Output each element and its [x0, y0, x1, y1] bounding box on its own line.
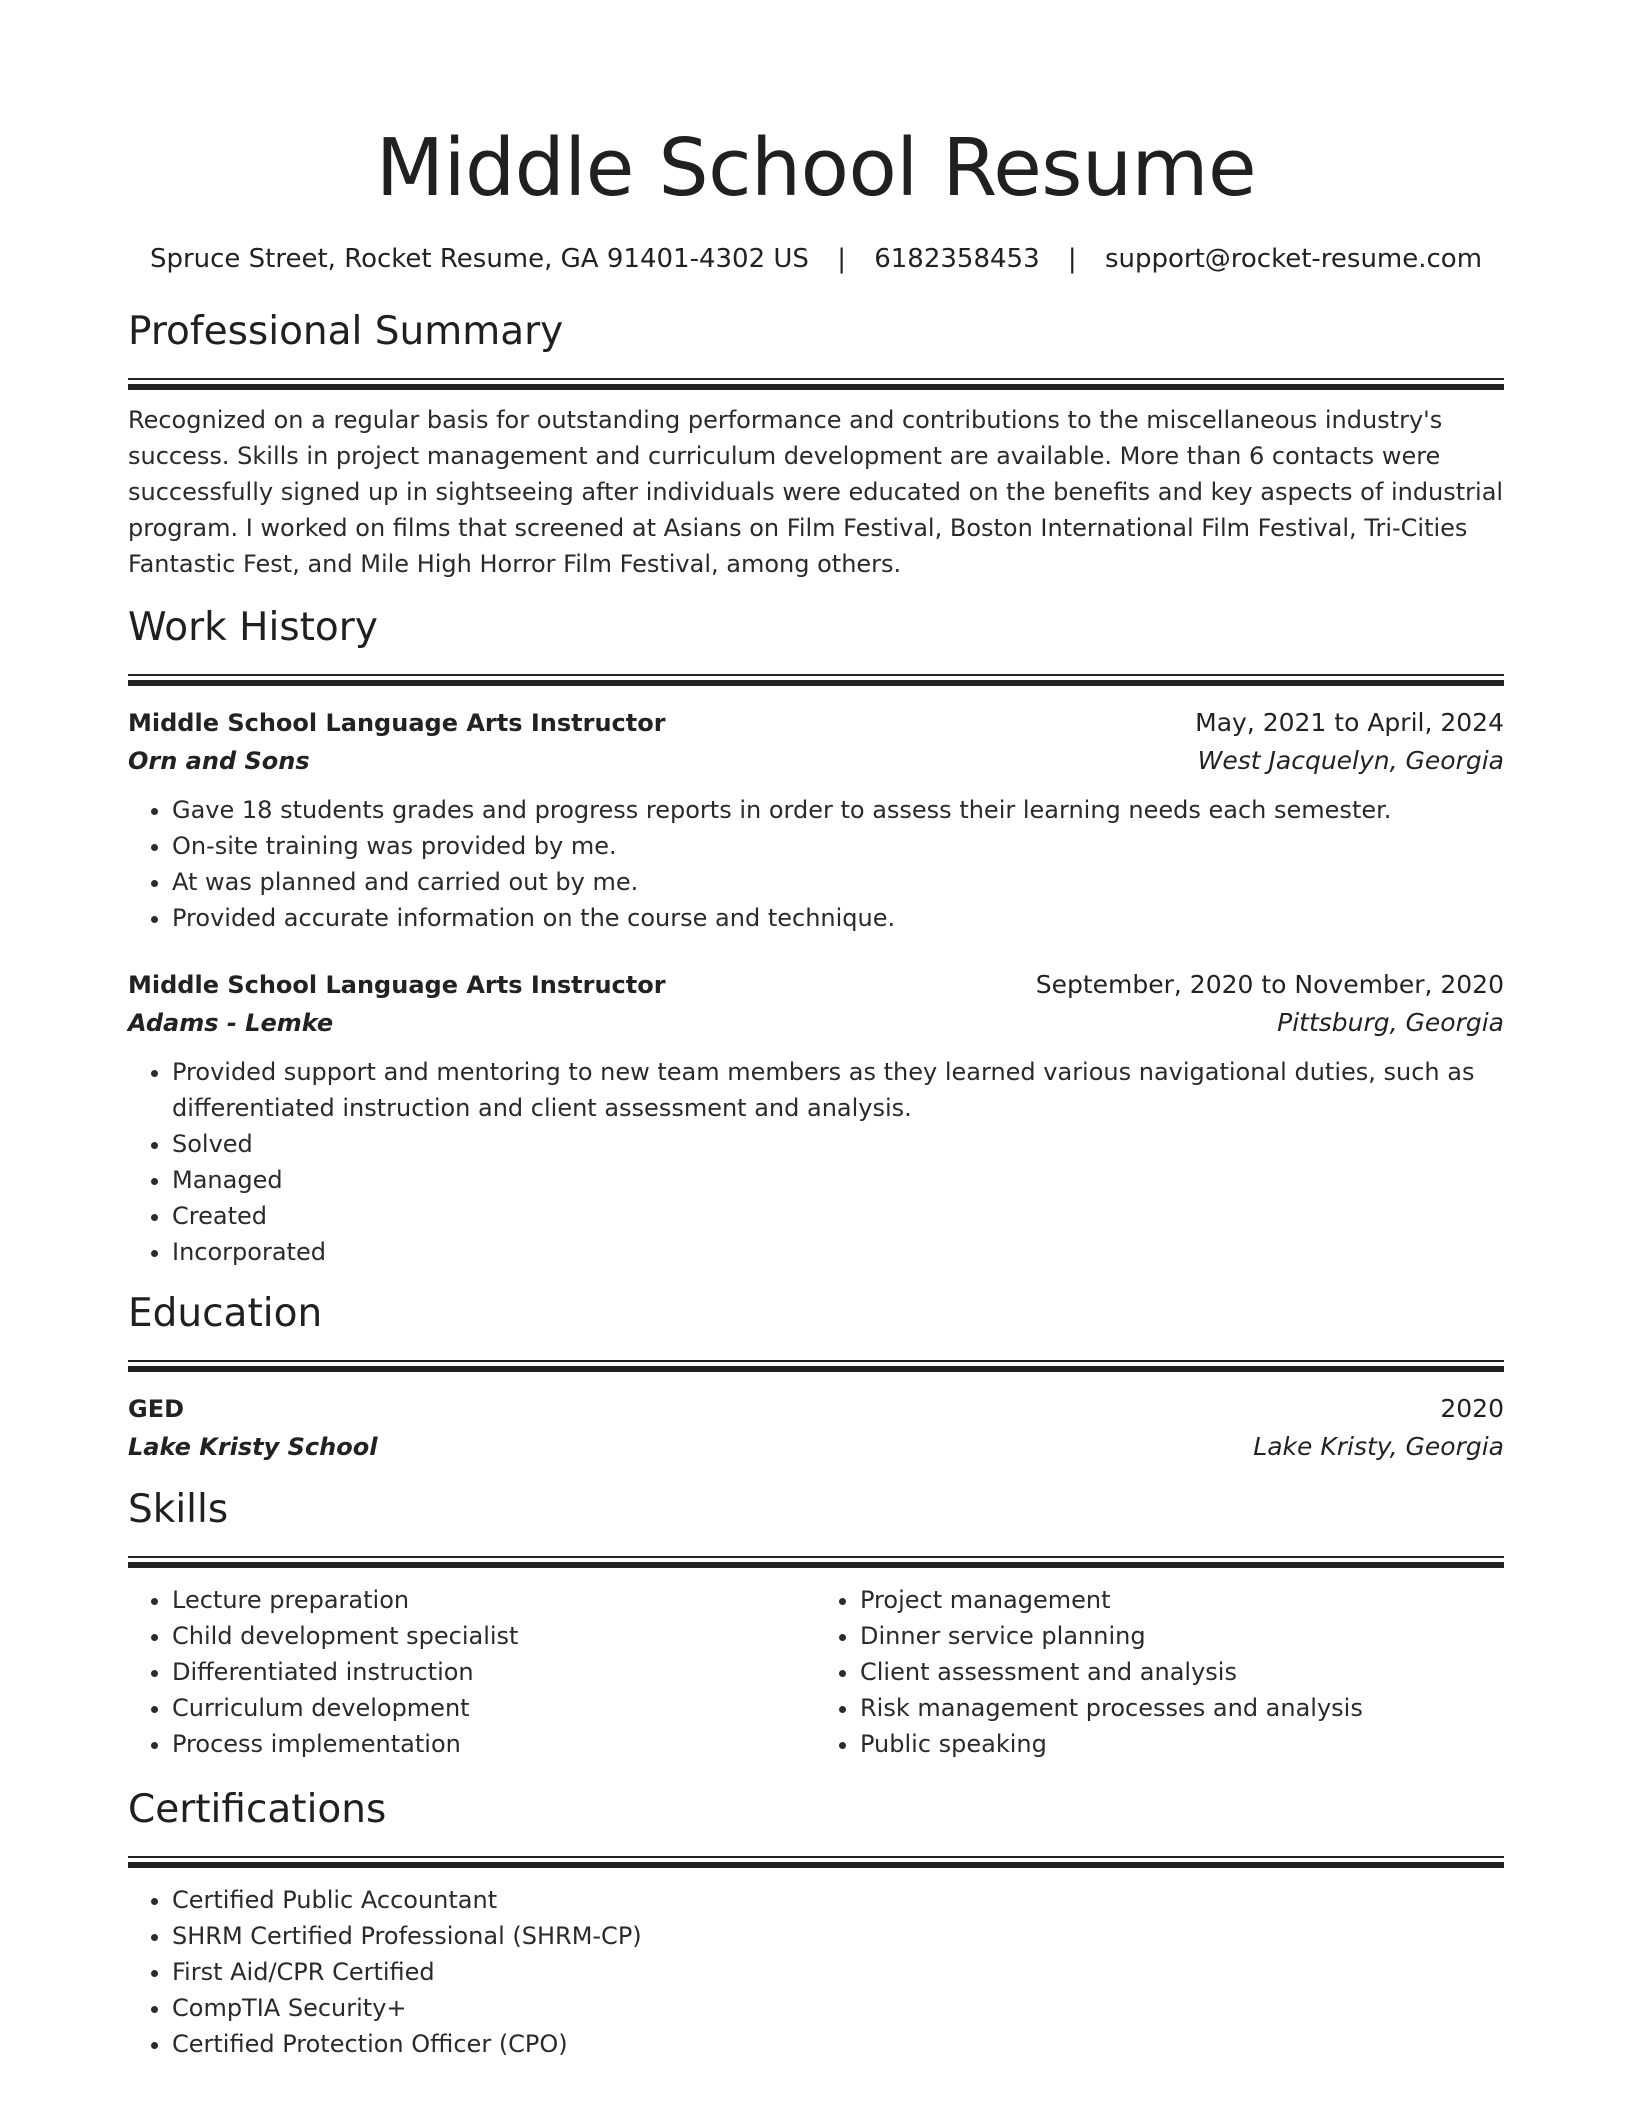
contact-phone: 6182358453: [874, 244, 1040, 274]
list-item: • Provided accurate information on the course and technique.: [172, 900, 1504, 936]
contact-address: Spruce Street, Rocket Resume, GA 91401-4302 US: [149, 244, 809, 274]
list-item: • Certified Public Accountant: [172, 1882, 1504, 1918]
list-item: • Public speaking: [860, 1726, 1504, 1762]
certifications-list: [128, 1882, 1504, 2062]
section-divider: [128, 1360, 1504, 1372]
job-entry: [128, 966, 1504, 1270]
education-school-row: [128, 1428, 1504, 1466]
contact-email: support@rocket-resume.com: [1104, 244, 1483, 274]
list-item: • Managed: [172, 1162, 1504, 1198]
section-title: Certifications: [128, 1787, 387, 1832]
list-item: • First Aid/CPR Certified: [172, 1954, 1504, 1990]
contact-line: [128, 242, 1504, 276]
job-company: Orn and Sons: [128, 747, 310, 775]
section-divider: [128, 378, 1504, 390]
education-degree: GED: [128, 1395, 185, 1423]
section-title: Skills: [128, 1487, 229, 1532]
summary-section: [128, 306, 1504, 582]
job-header-row: [128, 704, 1504, 742]
list-item: • SHRM Certified Professional (SHRM-CP): [172, 1918, 1504, 1954]
skills-section: [128, 1484, 1504, 1762]
list-item: • CompTIA Security+: [172, 1990, 1504, 2026]
work-history-section: [128, 602, 1504, 1270]
summary-text: Recognized on a regular basis for outstanding performance and contributions to the miscellaneous industry's success. Skills in project management and curriculum development are available. More than 6 contacts were successfully signed up in sightseeing after individuals were educated on the benefits and key aspects of industrial program. I worked on films that screened at Asians on Film Festival, Boston International Film Festival, Tri-Cities Fantastic Fest, and Mile High Horror Film Festival, among others.: [128, 406, 1504, 578]
list-item: • Provided support and mentoring to new team members as they learned various navigational duties, such as differentiated instruction and client assessment and analysis.: [172, 1054, 1504, 1126]
job-role: Middle School Language Arts Instructor: [128, 709, 666, 737]
education-header-row: [128, 1390, 1504, 1428]
list-item: • Curriculum development: [172, 1690, 816, 1726]
list-item: • Project management: [860, 1582, 1504, 1618]
section-divider: [128, 674, 1504, 686]
list-item: • Differentiated instruction: [172, 1654, 816, 1690]
job-bullets: [128, 1054, 1504, 1270]
list-item: • Incorporated: [172, 1234, 1504, 1270]
job-entry: [128, 704, 1504, 936]
skills-list-right: [816, 1582, 1504, 1762]
job-role: Middle School Language Arts Instructor: [128, 971, 666, 999]
education-entry: [128, 1390, 1504, 1466]
list-item: • Dinner service planning: [860, 1618, 1504, 1654]
job-company-row: [128, 1004, 1504, 1042]
section-title: Education: [128, 1291, 323, 1336]
education-section: [128, 1288, 1504, 1466]
job-bullets: [128, 792, 1504, 936]
section-title: Work History: [128, 605, 378, 650]
list-item: • Created: [172, 1198, 1504, 1234]
list-item: • Lecture preparation: [172, 1582, 816, 1618]
certifications-section: [128, 1784, 1504, 2062]
list-item: • On-site training was provided by me.: [172, 828, 1504, 864]
section-divider: [128, 1556, 1504, 1568]
education-year: 2020: [1440, 1394, 1504, 1423]
list-item: • Certified Protection Officer (CPO): [172, 2026, 1504, 2062]
contact-separator: |: [1067, 244, 1077, 274]
resume-title: Middle School Resume: [375, 122, 1257, 214]
section-title: Professional Summary: [128, 309, 564, 354]
job-dates: May, 2021 to April, 2024: [1195, 708, 1504, 737]
list-item: • Process implementation: [172, 1726, 816, 1762]
list-item: • Client assessment and analysis: [860, 1654, 1504, 1690]
contact-separator: |: [837, 244, 846, 274]
job-location: Pittsburg, Georgia: [1277, 1008, 1504, 1037]
education-school: Lake Kristy School: [128, 1433, 378, 1461]
list-item: • Gave 18 students grades and progress reports in order to assess their learning needs each semester.: [172, 792, 1504, 828]
job-company: Adams - Lemke: [128, 1009, 334, 1037]
skills-grid: [128, 1582, 1504, 1762]
skills-list-left: [128, 1582, 816, 1762]
list-item: • Child development specialist: [172, 1618, 816, 1654]
job-dates: September, 2020 to November, 2020: [1035, 970, 1504, 999]
education-location: Lake Kristy, Georgia: [1253, 1432, 1504, 1461]
list-item: • At was planned and carried out by me.: [172, 864, 1504, 900]
list-item: • Risk management processes and analysis: [860, 1690, 1504, 1726]
job-company-row: [128, 742, 1504, 780]
list-item: • Solved: [172, 1126, 1504, 1162]
job-header-row: [128, 966, 1504, 1004]
job-location: West Jacquelyn, Georgia: [1197, 746, 1504, 775]
section-divider: [128, 1856, 1504, 1868]
